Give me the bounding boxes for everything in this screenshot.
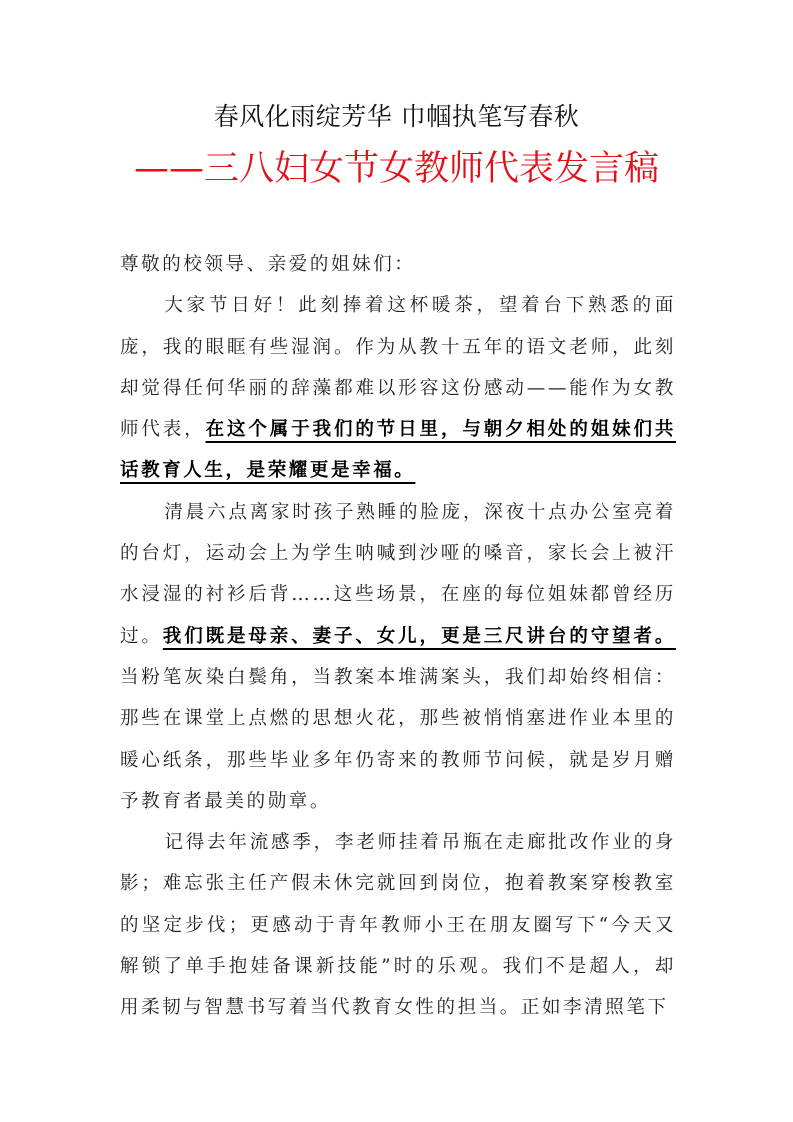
paragraph-text: 大家节日好！此刻捧着这杯暖茶，望着台下熟悉的面庞，我的眼眶有些湿润。作为从教十五年的语文老师，此刻却觉得任何华丽的辞藻都难以形容这份感动——能作为女教师代表，: [120, 295, 676, 441]
underlined-emphasis: 我们既是母亲、妻子、女儿，更是三尺讲台的守望者。: [162, 625, 676, 647]
paragraph-text: 当粉笔灰染白鬓角，当教案本堆满案头，我们却始终相信：那些在课堂上点燃的思想火花，那些被悄悄塞进作业本里的暖心纸条，那些毕业多年仍寄来的教师节问候，就是岁月赠予教育者最美的勋章。: [120, 666, 676, 812]
document-subtitle: ——三八妇女节女教师代表发言稿: [133, 149, 659, 189]
paragraph-text: 记得去年流感季，李老师挂着吊瓶在走廊批改作业的身影；难忘张主任产假未休完就回到岗位，抱着教案穿梭教室的坚定步伐；更感动于青年教师小王在朋友圈写下“今天又解锁了单手抱娃备课新技能”时的乐观。我们不是超人，却用柔韧与智慧书写着当代教育女性的担当。正如李清照笔下: [120, 832, 676, 1019]
salutation: 尊敬的校领导、亲爱的姐妹们：: [120, 254, 416, 275]
document-body: [120, 244, 676, 1029]
paragraph-1: [120, 285, 676, 491]
document-title: 春风化雨绽芳华 巾帼执笔写春秋: [213, 102, 580, 131]
paragraph-2: [120, 492, 676, 822]
underlined-emphasis: 在这个属于我们的节日里，与朝夕相处的姐妹们共话教育人生，是荣耀更是幸福。: [120, 419, 677, 482]
paragraph-3: [120, 822, 676, 1028]
paragraph-text: 清晨六点离家时孩子熟睡的脸庞，深夜十点办公室亮着的台灯，运动会上为学生呐喊到沙哑的嗓音，家长会上被汗水浸湿的衬衫后背……这些场景，在座的每位姐妹都曾经历过。: [120, 501, 676, 647]
